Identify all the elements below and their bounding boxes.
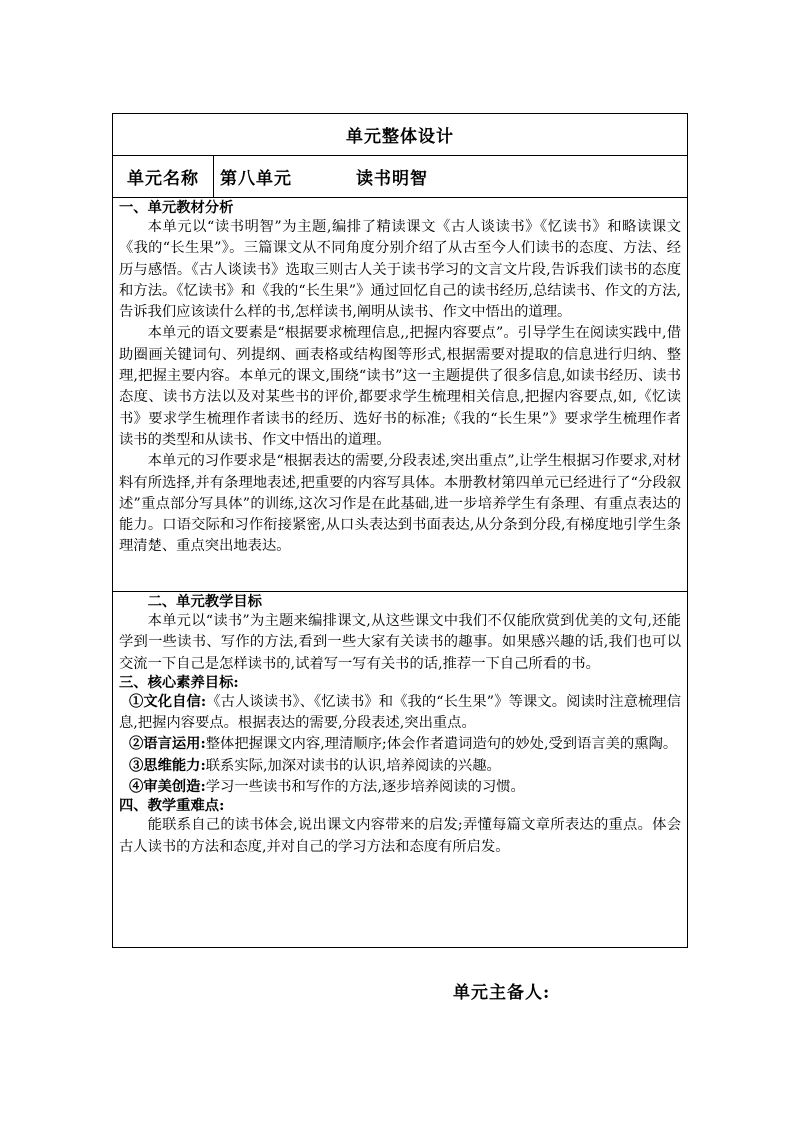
core-item-4-text: 学习一些读书和写作的方法,逐步培养阅读的习惯。 xyxy=(205,779,525,796)
teaching-goals-heading: 二、单元教学目标 xyxy=(147,594,262,610)
core-item-3 xyxy=(119,756,681,777)
analysis-paragraph-2: 本单元的语文要素是“根据要求梳理信息,,把握内容要点”。引导学生在阅读实践中,借助圈画关键词句、列提纲、画表格或结构图等形式,根据需要对提取的信息进行归纳、整理,把握主要内容。本单元的课文,围绕“读书”这一主题提供了很多信息,如读书经历、读书态度、读书方法以及对某些书的评价,都要求学生梳理相关信息,把握内容要点,如,《忆读书》要求学生梳理作者读书的经历、选好书的标准;《我的“长生果”》要求学生梳理作者读书的类型和从读书、作文中悟出的道理。 xyxy=(119,325,681,448)
teaching-goals-paragraph: 本单元以“读书”为主题来编排课文,从这些课文中我们不仅能欣赏到优美的文句,还能学到一些读书、写作的方法,看到一些大家有关读书的趣事。如果感兴趣的话,我们也可以交流一下自己是怎样读书的,试着写一写有关书的话,推荐一下自己所看的书。 xyxy=(119,613,681,672)
table-title-text: 单元整体设计 xyxy=(346,127,454,147)
core-item-1-label: ①文化自信: xyxy=(129,693,207,710)
unit-name-label: 单元名称 xyxy=(113,156,214,197)
analysis-paragraph-1: 本单元以“读书明智”为主题,编排了精读课文《古人谈读书》《忆读书》和略读课文《我的“长生果”》。三篇课文从不同角度分别介绍了从古至今人们读书的态度、方法、经历与感悟。《古人谈读书》选取三则古人关于读书学习的文言文片段,告诉我们读书的态度和方法。《忆读书》和《我的“长生果”》通过回忆自己的读书经历,总结读书、作文的方法,告诉我们应该读什么样的书,怎样读书,阐明从读书、作文中悟出的道理。 xyxy=(119,219,681,321)
table-title xyxy=(113,114,687,156)
unit-number: 第八单元 xyxy=(220,169,292,189)
difficulty-paragraph: 能联系自己的读书体会,说出课文内容带来的启发;弄懂每篇文章所表达的重点。体会古人读书的方法和态度,并对自己的学习方法和态度有所启发。 xyxy=(119,817,681,855)
core-item-4-label: ④审美创造: xyxy=(129,779,206,796)
teaching-goals-section xyxy=(113,592,687,947)
core-item-3-text: 联系实际,加深对读书的认识,培养阅读的兴趣。 xyxy=(205,757,501,774)
core-literacy-heading: 三、核心素养目标: xyxy=(119,674,239,691)
material-analysis-heading: 一、单元教材分析 xyxy=(119,200,234,216)
unit-theme: 读书明智 xyxy=(356,169,428,189)
core-item-4 xyxy=(119,777,681,798)
core-item-2-label: ②语言运用: xyxy=(129,736,206,753)
unit-preparer-label: 单元主备人: xyxy=(453,983,551,1003)
core-item-1 xyxy=(119,692,681,735)
core-item-1-text: 《古人谈读书》、《忆读书》和《我的“长生果”》等课文。阅读时注意梳理信息,把握内容要点。根据表达的需要,分段表述,突出重点。 xyxy=(119,693,681,732)
core-item-2-text: 整体把握课文内容,理清顺序;体会作者遣词造句的妙处,受到语言美的熏陶。 xyxy=(205,736,678,753)
unit-name-row xyxy=(113,156,687,198)
unit-name-value xyxy=(214,156,687,197)
core-item-3-label: ③思维能力: xyxy=(129,757,206,774)
difficulty-heading: 四、教学重难点: xyxy=(119,798,225,815)
material-analysis-section xyxy=(113,198,687,592)
unit-design-table xyxy=(112,113,688,948)
analysis-paragraph-3: 本单元的习作要求是“根据表达的需要,分段表述,突出重点”,让学生根据习作要求,对材料有所选择,并有条理地表述,把重要的内容写具体。本册教材第四单元已经进行了“分段叙述”重点部分写具体”的训练,这次习作是在此基础,进一步培养学生有条理、有重点表达的能力。口语交际和习作衔接紧密,从口头表达到书面表达,从分条到分段,有梯度地引学生条理清楚、重点突出地表达。 xyxy=(119,453,681,555)
core-item-2 xyxy=(119,734,681,755)
